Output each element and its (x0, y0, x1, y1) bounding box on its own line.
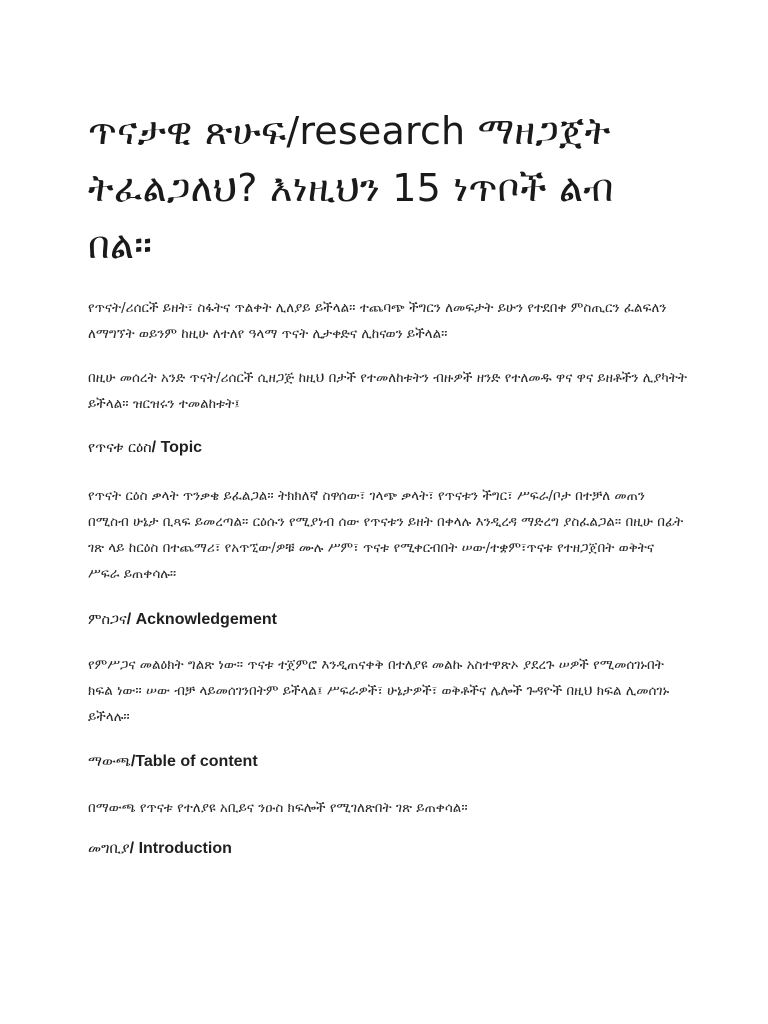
section-heading-acknowledgement-amharic: ምስጋና (88, 612, 127, 628)
section-heading-topic (88, 435, 688, 461)
section-heading-table-of-content-amharic: ማውጫ (88, 754, 131, 770)
section-heading-introduction-amharic: መግቢያ (88, 841, 130, 857)
section-body-topic: የጥናት ርዕስ ቃላት ጥንቃቄ ይፈልጋል። ትክክለኛ ስዋሰው፣ ገላጭ ቃላት፣ የጥናቱን ችግር፣ ሥፍራ/ቦታ በተቻለ መጠን በሚስብ ሁኔታ ቢጻፍ ይመረጣል። ርዕሱን የሚያነብ ሰው የጥናቱን ይዘት በቀላሉ እንዲረዳ ማድረግ ያስፈልጋል። በዚሁ በፊት ገጽ ላይ ከርዕስ በተጨማሪ፣ የአጥኚው/ዎቹ ሙሉ ሥም፣ ጥናቱ የሚቀርብበት ሠው/ተቋም፣ጥናቱ የተዘጋጀበት ወቅትና ሥፍራ ይጠቀሳሉ። (88, 488, 684, 582)
section-heading-table-of-content-latin: /Table of content (130, 753, 258, 770)
article-title: ጥናታዊ ጽሁፍ/research ማዘጋጀት ትፈልጋለህ? እነዚህን 15 ነጥቦች ልብ በል። (88, 109, 614, 267)
section-heading-topic-amharic: የጥናቱ ርዕስ (88, 440, 152, 456)
section-heading-acknowledgement (88, 607, 688, 633)
section-heading-topic-latin: / Topic (151, 439, 203, 456)
section-heading-table-of-content (88, 749, 688, 775)
section-body-table-of-content: በማውጫ የጥናቱ የተለያዩ አቢይና ንዑስ ክፍሎች የሚገለጽበት ገጽ ይጠቀሳል። (88, 800, 468, 816)
section-heading-introduction (88, 836, 688, 862)
intro-paragraph-2: በዚሁ መሰረት አንድ ጥናት/ሪሰርች ሲዘጋጅ ከዚህ በታች የተመለከቱትን ብዙዎች ዘንድ የተለመዱ ዋና ዋና ይዘቶችን ሊያካትት ይችላል። ዝርዝሩን ተመልከቱት፤ (88, 370, 687, 412)
section-body-acknowledgement: የምሥጋና መልዕክት ግልጽ ነው። ጥናቱ ተጀምሮ እንዲጠናቀቅ በተለያዩ መልኩ አስተዋጽኦ ያደረጉ ሠዎች የሚመሰገኑበት ክፍል ነው። ሠው ብቻ ላይመሰገንበትም ይችላል፤ ሥፍራዎች፣ ሁኔታዎች፣ ወቅቶችና ሌሎች ጉዳዮች በዚህ ክፍል ሊመሰገኑ ይችላሉ። (88, 657, 670, 725)
section-heading-acknowledgement-latin: / Acknowledgement (126, 611, 277, 628)
intro-paragraph-1: የጥናት/ሪሰርች ይዘት፣ ስፋትና ጥልቀት ሊለያይ ይችላል። ተጨባጭ ችግርን ለመፍታት ይሁን የተደበቀ ምስጢርን ፈልፍለን ለማግኘት ወይንም ከዚሁ ለተለየ ዓላማ ጥናት ሊታቀድና ሊከናወን ይችላል። (88, 300, 667, 342)
section-heading-introduction-latin: / Introduction (129, 840, 232, 857)
